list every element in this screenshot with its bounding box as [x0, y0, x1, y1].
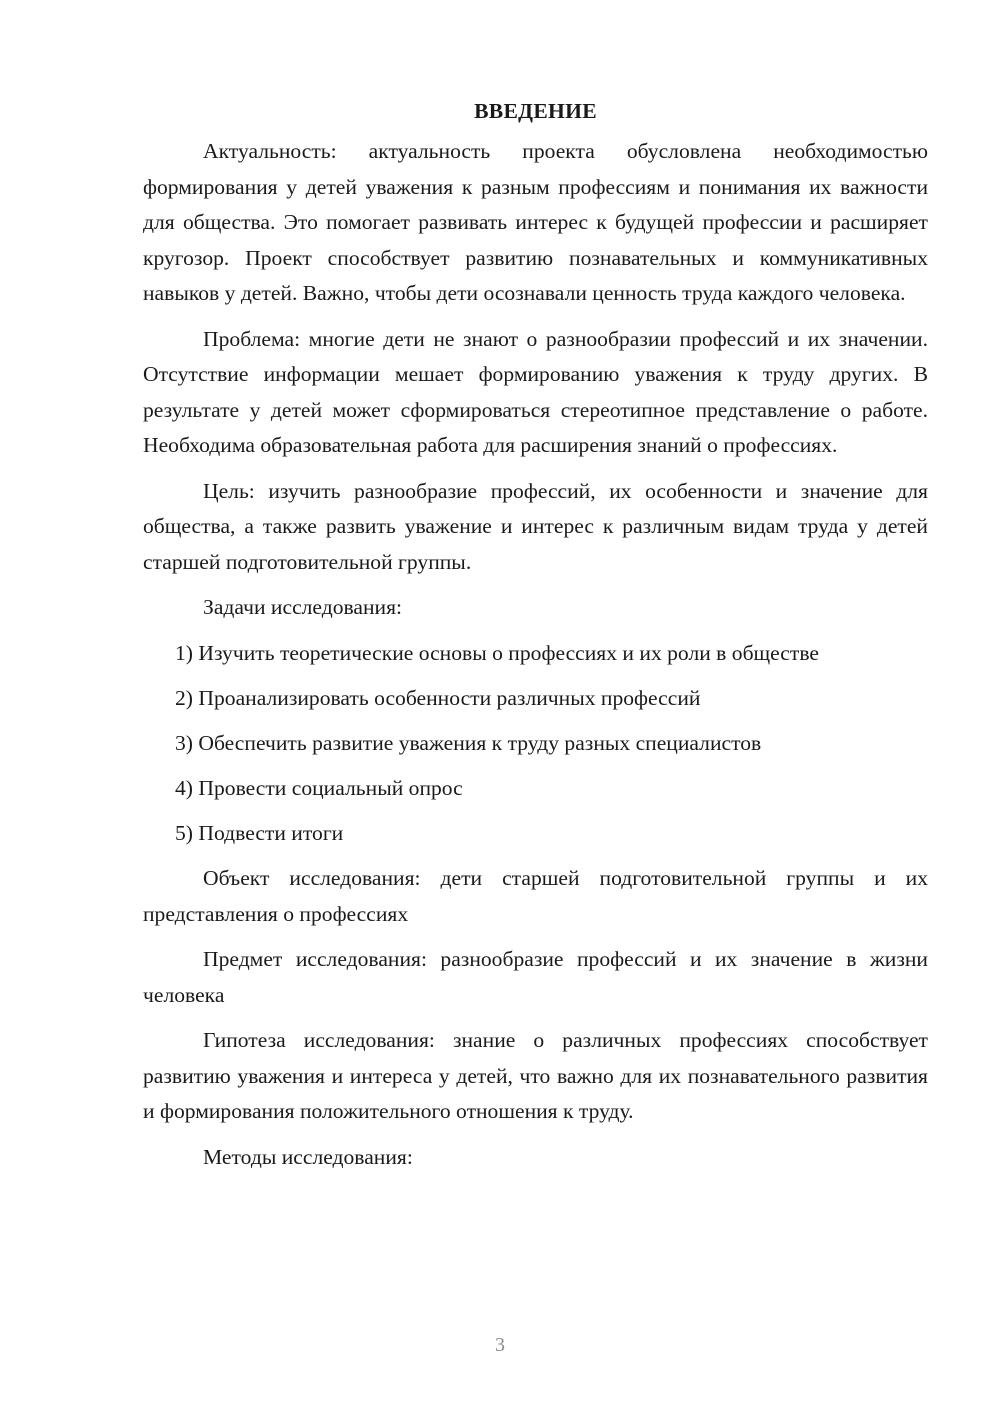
list-item: 4) Провести социальный опрос [175, 775, 463, 800]
page-number: 3 [495, 1334, 505, 1356]
document-body [143, 94, 928, 1185]
paragraph-relevance: Актуальность: актуальность проекта обусловлена необходимостью формирования у детей уважения к разным профессиям и понимания их важности для общества. Это помогает развивать интерес к будущей профессии и расширяет кругозор. Проект способствует развитию познавательных и коммуникативных навыков у детей. Важно, чтобы дети осознавали ценность труда каждого человека. [143, 139, 928, 305]
tasks-list [143, 636, 928, 852]
list-item: 2) Проанализировать особенности различных профессий [175, 685, 701, 710]
list-item: 5) Подвести итоги [175, 820, 344, 845]
methods-heading: Методы исследования: [203, 1144, 413, 1169]
paragraph-hypothesis: Гипотеза исследования: знание о различных профессиях способствует развитию уважения и интереса у детей, что важно для их познавательного развития и формирования положительного отношения к труду. [143, 1028, 928, 1123]
page-title: ВВЕДЕНИЕ [474, 99, 597, 123]
paragraph-subject: Предмет исследования: разнообразие профессий и их значение в жизни человека [143, 947, 928, 1007]
list-item: 3) Обеспечить развитие уважения к труду разных специалистов [175, 730, 762, 755]
paragraph-problem: Проблема: многие дети не знают о разнообразии профессий и их значении. Отсутствие информации мешает формированию уважения к труду других. В результате у детей может сформироваться стереотипное представление о работе. Необходима образовательная работа для расширения знаний о профессиях. [143, 326, 928, 457]
paragraph-goal: Цель: изучить разнообразие профессий, их особенности и значение для общества, а также развить уважение и интерес к различным видам труда у детей старшей подготовительной группы. [143, 478, 928, 574]
tasks-heading: Задачи исследования: [203, 595, 403, 619]
paragraph-object: Объект исследования: дети старшей подготовительной группы и их представления о профессиях [143, 866, 928, 926]
list-item: 1) Изучить теоретические основы о профессиях и их роли в обществе [175, 640, 819, 665]
